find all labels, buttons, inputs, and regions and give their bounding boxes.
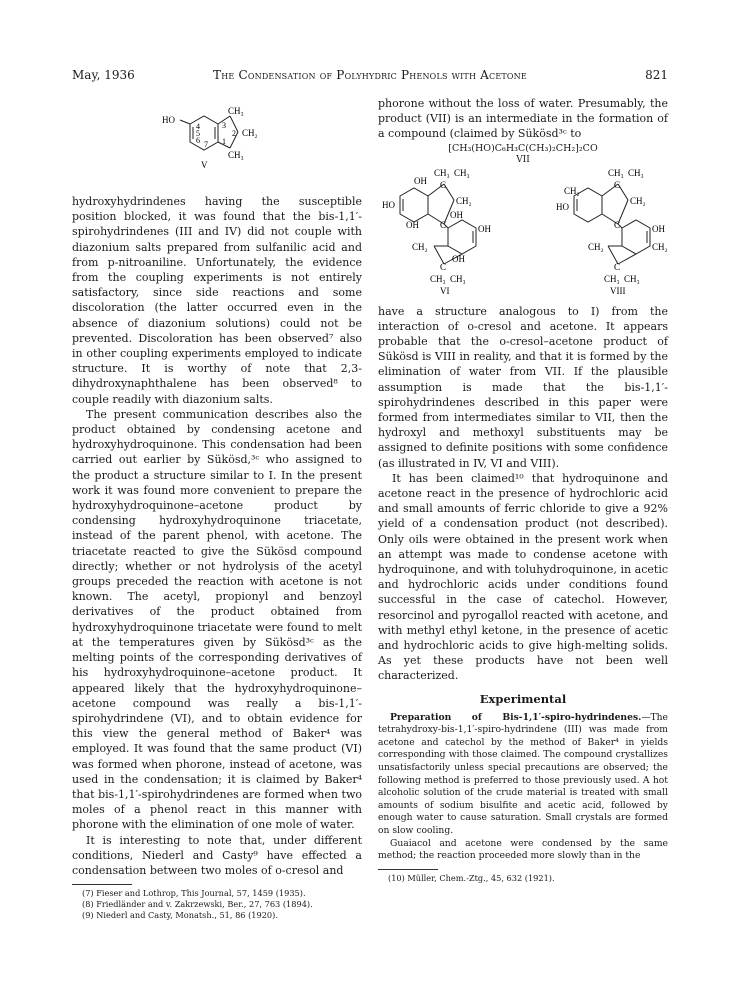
viii-ch2-bottom: CH₂: [588, 241, 604, 252]
viii-label: VIII: [610, 285, 626, 296]
viii-ch3-c: CH₃: [604, 273, 620, 284]
viii-ch2-top: CH₂: [630, 195, 646, 206]
right-column: [378, 96, 668, 884]
experimental-run-head: Preparation of Bis-1,1′-spiro-hydrindenes.: [390, 711, 642, 723]
left-paragraph-3: It is interesting to note that, under different conditions, Niederl and Casty⁹ have effected a condensation between two moles of o-cresol and: [72, 833, 362, 877]
experimental-paragraph-2: Guaiacol and acetone were condensed by the same method; the reaction proceeded more slowly than in the: [378, 837, 668, 862]
v-num-6: 6: [196, 136, 200, 145]
left-paragraph-2: The present communication describes also the product obtained by condensing acetone and hydroxyhydroquinone. This condensation had been carried out earlier by Sükösd,³ᶜ who assigned to the product a structure similar to I. In the present work it was found more convenient to prepare the hydroxyhydroquinone–acetone product by condensing hydroxyhydroquinone triacetate, instead of the parent phenol, with acetone. The triacetate reacted to give the Sükösd compound directly; whether or not hydrolysis of the acetyl groups preceded the reaction with acetone is not known. The acetyl, propionyl and benzoyl derivatives of the product obtained from hydroxyhydroquinone triacetate were found to melt at the temperatures given by Sükösd³ᶜ as the melting points of the corresponding derivatives of his hydroxyhydroquinone–acetone product. It appeared likely that the hydroxyhydroquinone–acetone compound was really a bis-1,1′-spirohydrindene (VI), and to obtain evidence for this view the general method of Baker⁴ was employed. It was found that the same product (VI) was formed when phorone, instead of acetone, was used in the condensation; it is claimed by Baker⁴ that bis-1,1′-spirohydrindenes are formed when two moles of a phenol react in this manner with phorone with the elimination of one mole of water.: [72, 407, 362, 832]
vi-ch2-top: CH₂: [456, 195, 472, 206]
left-paragraph-1: hydroxyhydrindenes having the susceptible position blocked, it was found that the bis-1,1′-spirohydrindenes (III and IV) did not couple with diazonium salts prepared from sulfanilic acid and from p-nitroaniline. Unfortunately, the evidence from the coupling experiments is not entirely satisfactory, since side reactions and some discoloration (the latter occurred even in the absence of diazonium solutions) could not be prevented. Discoloration has been observed⁷ also in other coupling experiments employed to indicate structure. It is worthy of note that 2,3-dihydroxynaphthalene has been observed⁸ to couple readily with diazonium salts.: [72, 195, 362, 406]
v-ch3-bottom: CH₃: [228, 150, 244, 160]
header-title: The Condensation of Polyhydric Phenols with Acetone: [213, 68, 527, 82]
vi-c-top: C: [440, 179, 447, 190]
vi-ch2-bottom: CH₂: [412, 241, 428, 252]
vi-oh-bottom: OH: [452, 253, 465, 264]
viii-ch3-side: CH₂: [564, 185, 580, 196]
vi-ho: HO: [382, 199, 395, 210]
structure-v: [72, 96, 362, 194]
header-date: May, 1936: [72, 68, 135, 82]
footnote-rule-right: [378, 869, 438, 870]
viii-ch3-d: CH₃: [624, 273, 640, 284]
viii-ch3-b: CH₃: [628, 167, 644, 178]
right-paragraph-2: It has been claimed¹⁰ that hydroquinone and acetone react in the presence of hydrochloric acid and small amounts of ferric chloride to give a 92% yield of a condensation product (not described). Only oils were obtained in the present work when an attempt was made to condense acetone with hydroquinone, and with toluhydroquinone, in acetic and hydrochloric acids under conditions found successful in the case of catechol. However, resorcinol and pyrogallol reacted with acetone, and with methyl ethyl ketone, in the presence of acetic and hydrochloric acids to give high-melting solids. As yet these products have not been well characterized.: [378, 471, 668, 683]
viii-c-mid: C: [614, 219, 621, 230]
viii-c-top: C: [614, 179, 621, 190]
vi-label: VI: [440, 285, 450, 296]
experimental-paragraph-1: [378, 712, 668, 838]
vi-oh-b: OH: [478, 223, 491, 234]
v-ch2: CH₂: [242, 128, 258, 138]
viii-ch3-a: CH₃: [608, 167, 624, 178]
vi-c-mid: C: [440, 219, 447, 230]
vi-ch3-d: CH₃: [450, 273, 466, 284]
v-num-3: 3: [222, 121, 226, 130]
right-intro: phorone without the loss of water. Presumably, the product (VII) is an intermediate in the formation of a compound (claimed by Sükösd³ᶜ to: [378, 97, 668, 141]
section-title-experimental: Experimental: [479, 691, 567, 706]
v-num-7: 7: [204, 140, 208, 149]
v-label: V: [201, 160, 208, 170]
v-ch3-top: CH₃: [228, 106, 244, 116]
viii-ch3-ring: CH₂: [652, 241, 668, 252]
vi-c-bottom: C: [440, 261, 447, 272]
right-paragraph-1: have a structure analogous to I) from the interaction of o-cresol and acetone. It appears probable that the o-cresol–acetone product of Sükösd is VIII in reality, and that it is formed by the elimination of water from VII. If the plausible assumption is made that the bis-1,1′-spirohydrindenes described in this paper were formed from intermediates similar to VII, then the hydroxyl and methoxyl substituents may be assigned to definite positions with some confidence (as illustrated in IV, VI and VIII).: [378, 304, 668, 470]
v-num-4: 4: [196, 122, 200, 131]
vi-oh-top: OH: [414, 175, 427, 186]
v-num-2: 2: [232, 129, 236, 138]
formula-vii-label: VII: [516, 154, 530, 165]
footnote-rule-left: [72, 884, 132, 885]
v-num-1: 1: [222, 137, 226, 146]
running-header: [72, 68, 668, 84]
viii-ho: HO: [556, 201, 569, 212]
v-ho: HO: [162, 115, 175, 125]
formula-vii: [CH₃(HO)C₆H₃C(CH₃)₂CH₂]₂CO: [448, 142, 598, 154]
vi-ch3-b: CH₃: [454, 167, 470, 178]
vi-oh-c: OH: [450, 209, 463, 220]
footnote-7: (7) Fieser and Lothrop, This Journal, 57, 1459 (1935).: [82, 888, 306, 899]
viii-c-bottom: C: [614, 261, 621, 272]
viii-oh: OH: [652, 223, 665, 234]
vi-ch3-a: CH₃: [434, 167, 450, 178]
experimental-body-1: —The tetrahydroxy-bis-1,1′-spiro-hydrindene (III) was made from acetone and catechol by the method of Baker⁴ in yields corresponding with those claimed. The compound crystallizes unsatisfactorily unless special precautions are observed; the following method is preferred to those previously used. A hot alcoholic solution of the crude material is treated with small amounts of sodium bisulfite and acetic acid, followed by enough water to cause saturation. Small crystals are formed on slow cooling.: [378, 711, 668, 837]
page-number: 821: [645, 68, 668, 82]
footnote-10: (10) Müller, Chem.-Ztg., 45, 632 (1921).: [388, 872, 555, 883]
footnote-9: (9) Niederl and Casty, Monatsh., 51, 86 (1920).: [82, 909, 278, 920]
footnote-8: (8) Friedländer and v. Zakrzewski, Ber., 27, 763 (1894).: [82, 898, 313, 909]
vi-ch3-c: CH₃: [430, 273, 446, 284]
left-column: [72, 96, 362, 921]
structures-vi-viii: [378, 166, 668, 304]
vi-oh-a: OH: [406, 219, 419, 230]
v-num-5: 5: [196, 129, 200, 138]
